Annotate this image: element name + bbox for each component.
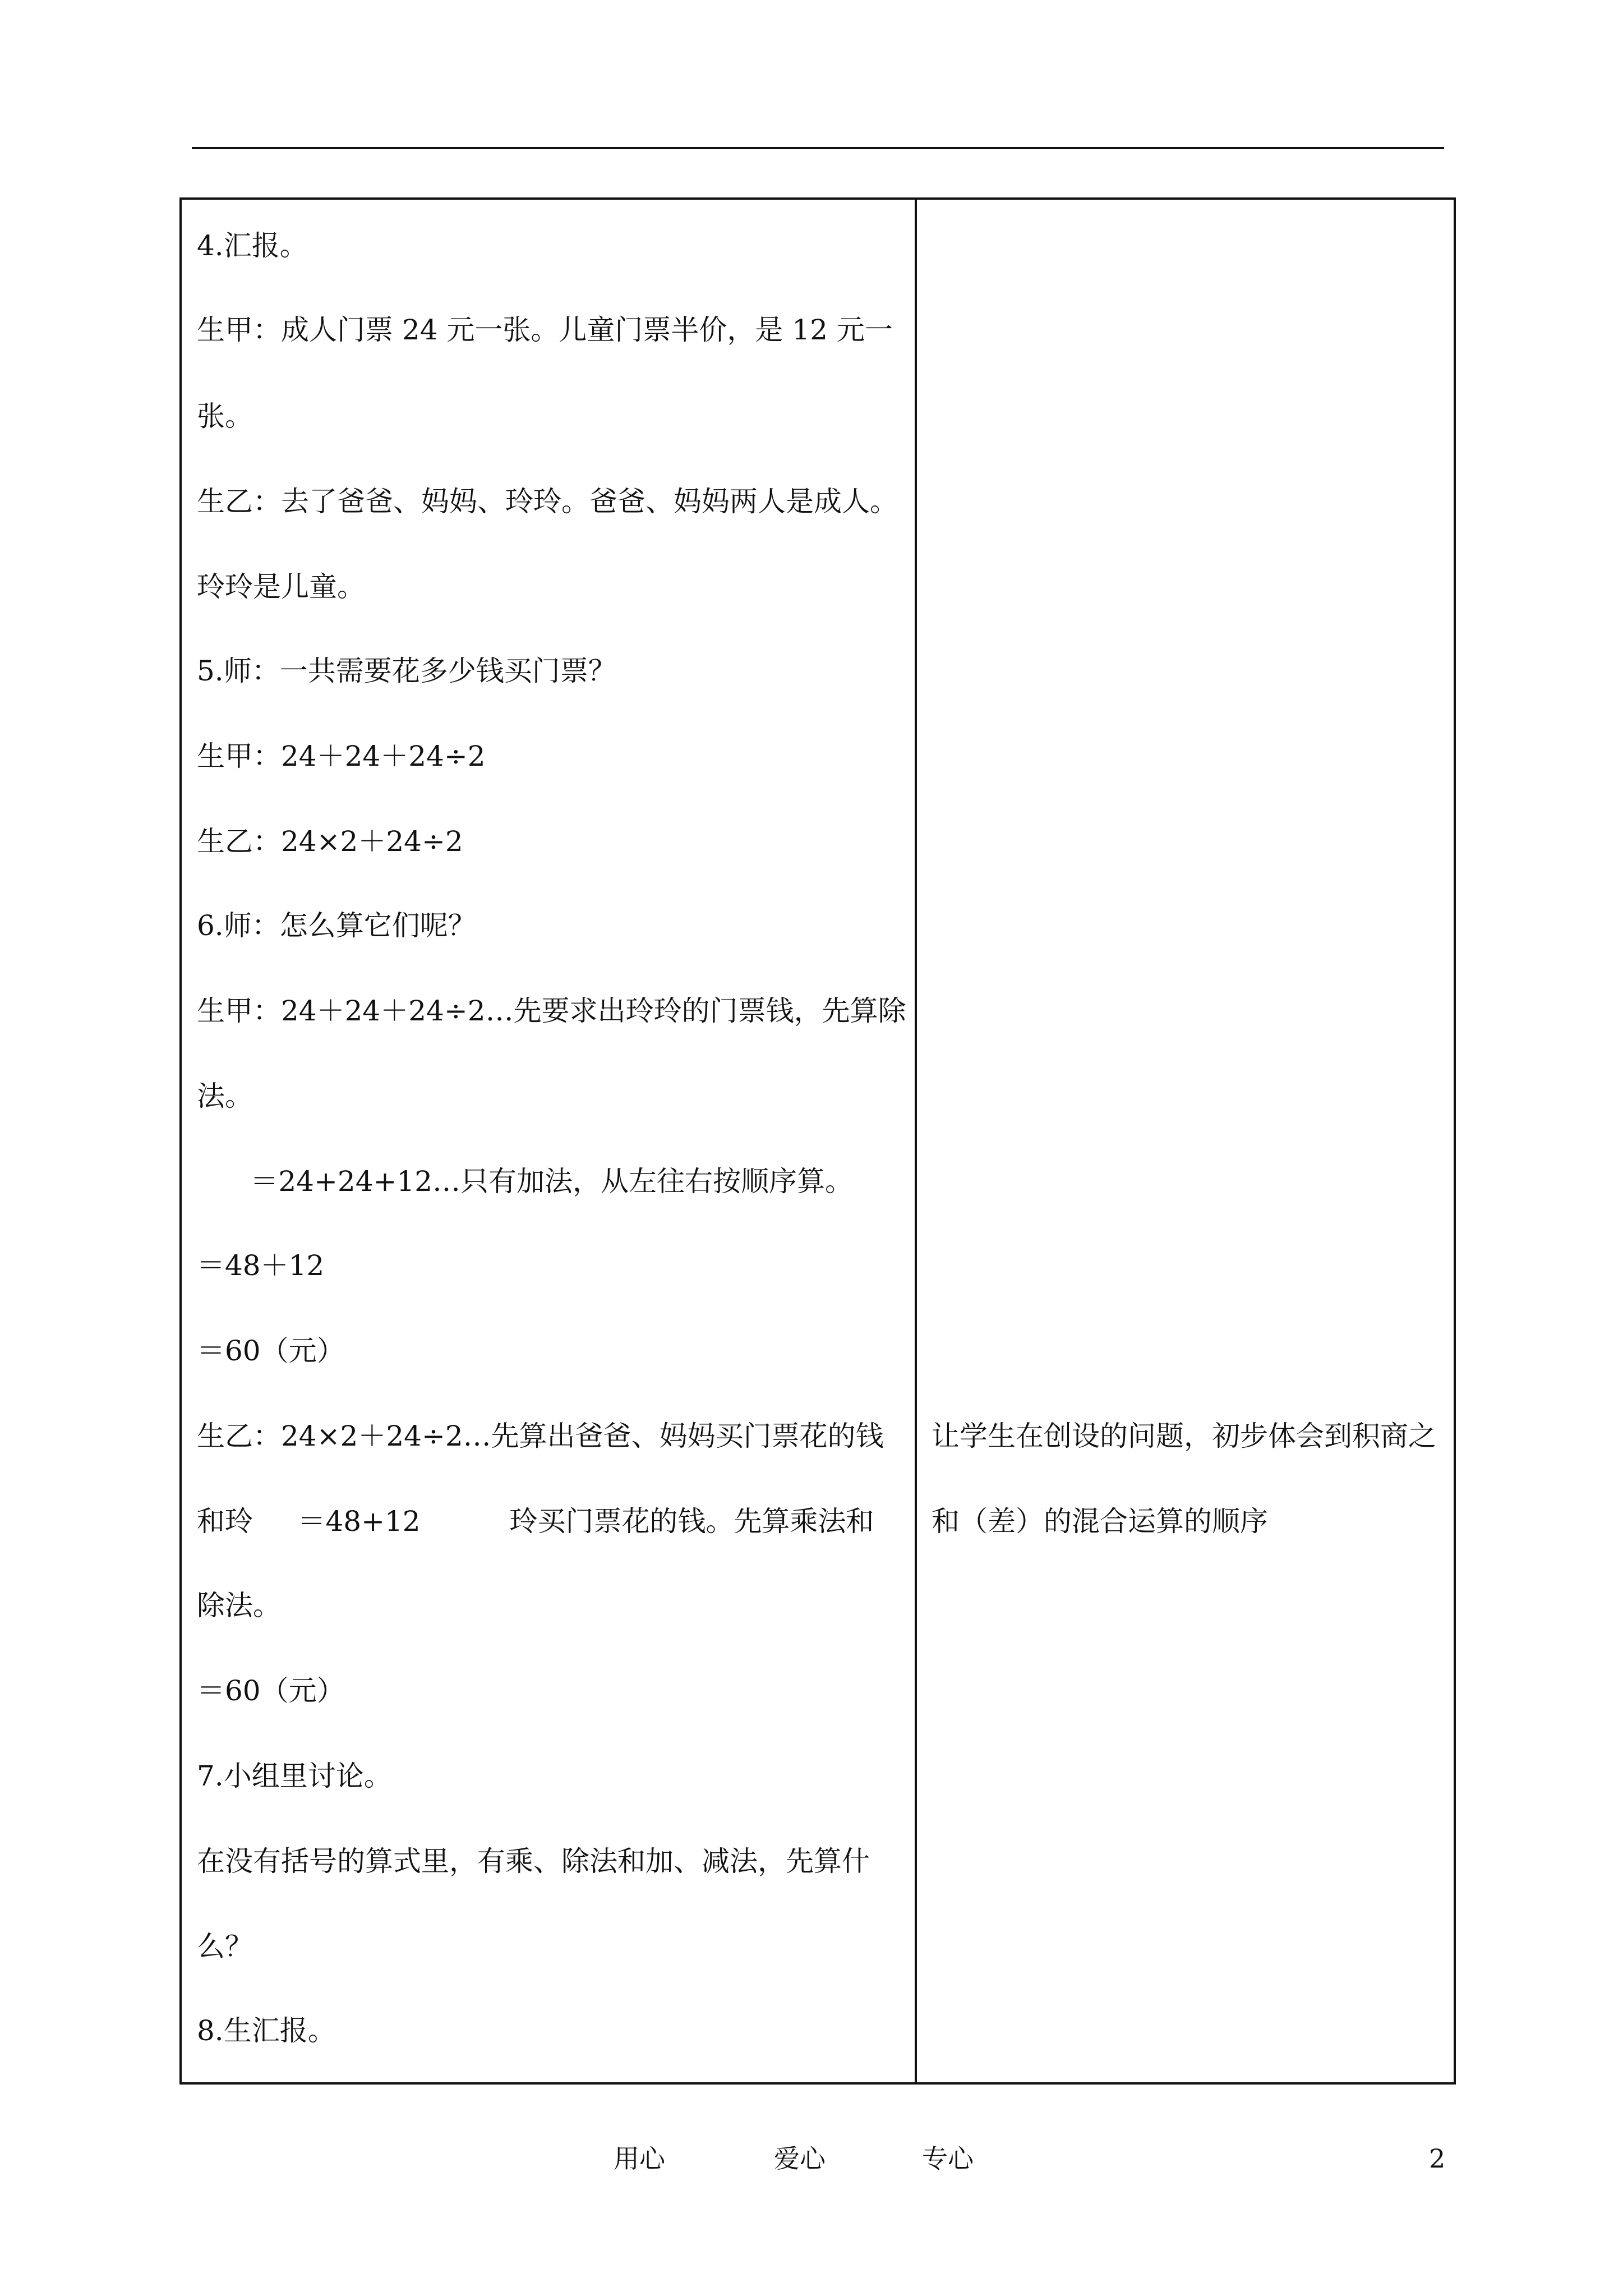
text-line: ＝60（元） — [197, 1674, 345, 1707]
text-line: 6.师：怎么算它们呢？ — [197, 909, 476, 942]
text-line: 4.汇报。 — [197, 229, 308, 262]
footer-left: 用心 — [614, 2143, 665, 2174]
text-line: 生乙：24×2＋24÷2 — [197, 825, 463, 858]
note-line: 和（差）的混合运算的顺序 — [932, 1505, 1268, 1538]
lesson-table — [179, 197, 1456, 2085]
text-line: 玲玲是儿童。 — [197, 570, 365, 603]
text-line: 生甲：24＋24＋24÷2 — [197, 740, 486, 772]
text-line: 生甲：成人门票 24 元一张。儿童门票半价，是 12 元一 — [197, 314, 893, 346]
text-line: 在没有括号的算式里，有乘、除法和加、减法，先算什 — [197, 1845, 870, 1878]
text-line: 法。 — [197, 1080, 253, 1112]
text-line: 和玲 ＝48+12 玲买门票花的钱。先算乘法和 — [197, 1505, 874, 1538]
footer-center: 爱心 — [774, 2143, 826, 2174]
footer-right: 专心 — [922, 2143, 974, 2174]
text-line: 8.生汇报。 — [197, 2014, 336, 2047]
text-line: 生甲：24＋24＋24÷2…先要求出玲玲的门票钱，先算除 — [197, 995, 906, 1027]
text-line: 5.师：一共需要花多少钱买门票？ — [197, 655, 616, 687]
text-line: 除法。 — [197, 1589, 281, 1622]
text-line: 么？ — [197, 1930, 253, 1963]
text-line: ＝60（元） — [197, 1335, 345, 1367]
note-line: 让学生在创设的问题，初步体会到积商之 — [932, 1420, 1436, 1452]
text-line: 生乙：去了爸爸、妈妈、玲玲。爸爸、妈妈两人是成人。 — [197, 485, 898, 518]
text-line: ＝24+24+12…只有加法，从左往右按顺序算。 — [197, 1165, 854, 1198]
text-line: 张。 — [197, 400, 253, 432]
header-rule — [192, 147, 1444, 149]
text-line: ＝48＋12 — [197, 1249, 325, 1282]
page-number: 2 — [1429, 2143, 1446, 2174]
text-line: 7.小组里讨论。 — [197, 1760, 392, 1792]
column-divider — [915, 200, 917, 2082]
text-line: 生乙：24×2＋24÷2…先算出爸爸、妈妈买门票花的钱 — [197, 1420, 884, 1452]
